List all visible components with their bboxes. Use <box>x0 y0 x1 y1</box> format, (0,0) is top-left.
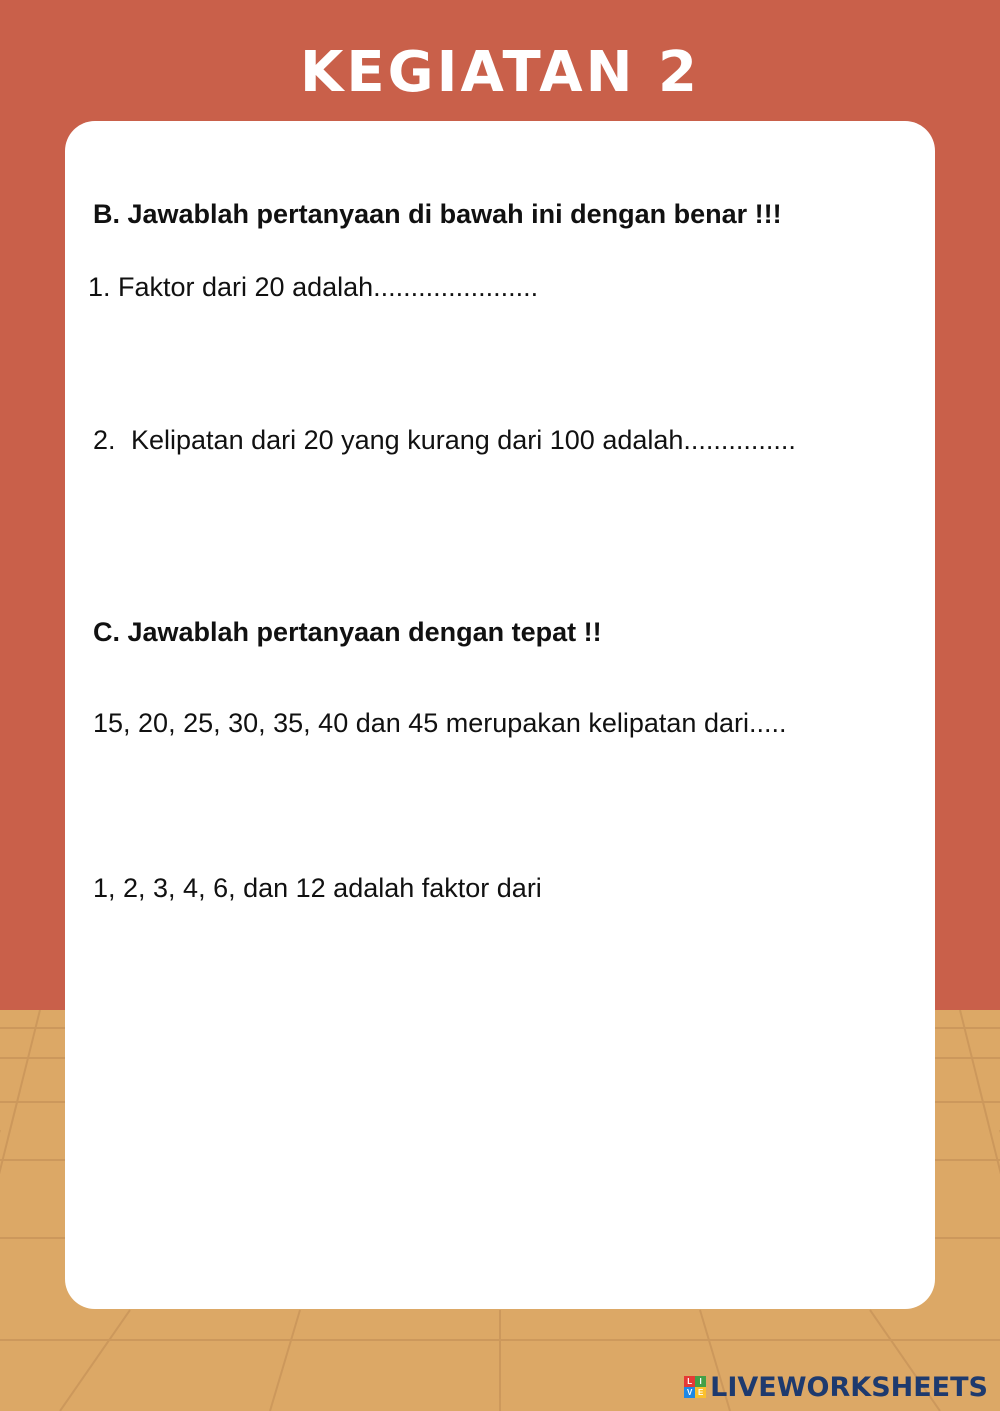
question-c-2-text: 1, 2, 3, 4, 6, dan 12 adalah faktor dari <box>93 873 542 903</box>
logo-letter-i: I <box>695 1376 706 1387</box>
liveworksheets-logo-icon <box>684 1376 706 1398</box>
page-title: KEGIATAN 2 <box>300 40 700 105</box>
logo-letter-v: V <box>684 1387 695 1398</box>
question-2-number: 2. <box>93 425 116 455</box>
logo-letter-e: E <box>695 1387 706 1398</box>
question-1-text: Faktor dari 20 adalah...................... <box>118 272 539 302</box>
question-c-1-text: 15, 20, 25, 30, 35, 40 dan 45 merupakan kelipatan dari..... <box>93 708 787 738</box>
logo-letter-l: L <box>684 1376 695 1387</box>
section-b-heading: B. Jawablah pertanyaan di bawah ini dengan benar !!! <box>93 199 782 229</box>
section-c-heading: C. Jawablah pertanyaan dengan tepat !! <box>93 617 602 647</box>
liveworksheets-branding[interactable] <box>684 1370 988 1404</box>
question-1-number: 1. <box>88 272 111 302</box>
liveworksheets-text: LIVEWORKSHEETS <box>710 1371 988 1403</box>
question-2-text: Kelipatan dari 20 yang kurang dari 100 adalah............... <box>131 425 796 455</box>
